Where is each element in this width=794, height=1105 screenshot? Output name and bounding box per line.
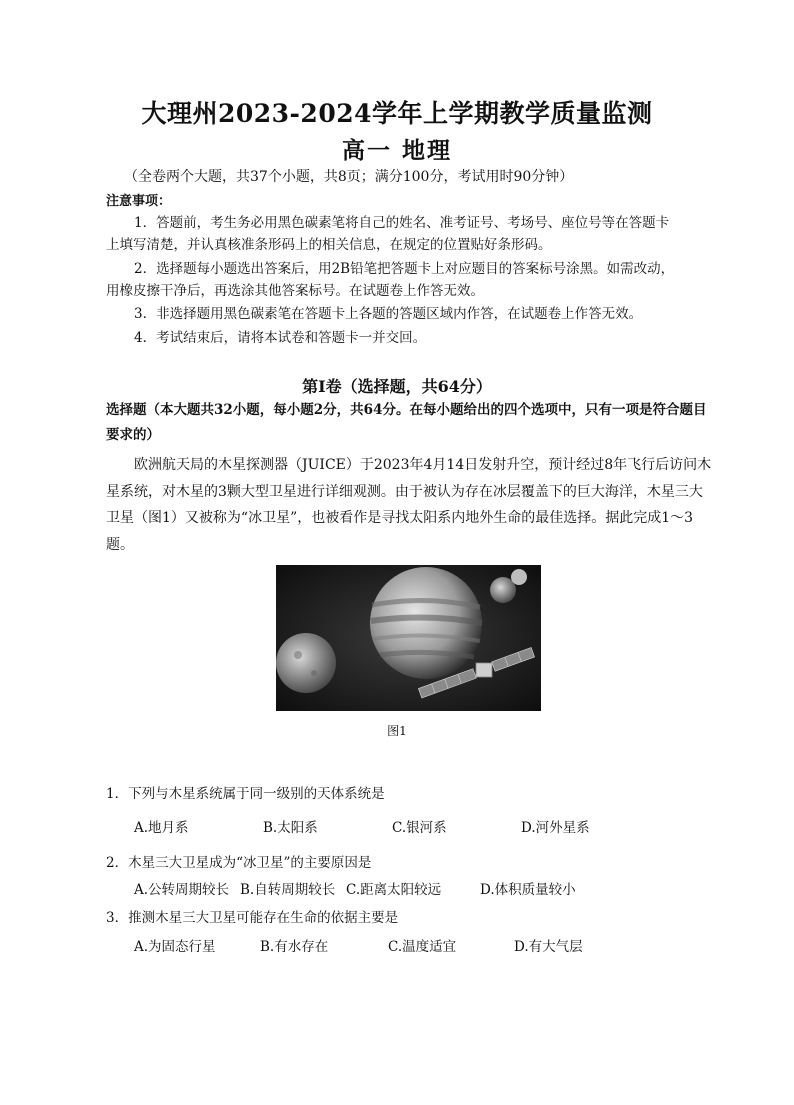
jupiter-planet — [370, 567, 482, 679]
question-2-option-a: A.公转周期较长 — [134, 882, 230, 898]
section-heading: 第Ⅰ卷（选择题，共64分） — [302, 377, 492, 396]
question-3-option-a: A.为固态行星 — [134, 939, 216, 955]
passage-text: 欧洲航天局的木星探测器（JUICE）于2023年4月14日发射升空，预计经过8年飞行后访问木星系统，对木星的3颗大型卫星进行详细观测。由于被认为存在冰层覆盖下的巨大海洋，木星三大卫星（图1）又被称为“冰卫星”，也被看作是寻找太阳系内地外生命的最佳选择。据此完成1～3题。 — [106, 457, 712, 553]
question-3-stem: 3．推测木星三大卫星可能存在生命的依据主要是 — [106, 910, 399, 926]
question-3-option-d: D.有大气层 — [514, 939, 583, 955]
figure-caption: 图1 — [387, 724, 407, 738]
notice-item-2-line-2: 用橡皮擦干净后，再选涂其他答案标号。在试题卷上作答无效。 — [106, 283, 484, 299]
question-2-option-b: B.自转周期较长 — [240, 882, 336, 898]
question-2-option-c: C.距离太阳较远 — [346, 882, 442, 898]
question-3-option-b: B.有水存在 — [260, 939, 329, 955]
exam-subject: 高一 地理 — [341, 137, 452, 164]
question-1-option-a: A.地月系 — [134, 820, 189, 836]
notice-heading: 注意事项： — [106, 194, 172, 209]
moon-tiny-right — [511, 569, 527, 585]
jupiter-system-illustration — [276, 565, 541, 711]
moon-large-left — [276, 633, 336, 693]
question-1-stem: 1．下列与木星系统属于同一级别的天体系统是 — [106, 786, 385, 802]
question-1-option-c: C.银河系 — [392, 820, 447, 836]
figure-jupiter-image — [276, 565, 541, 711]
question-2-option-d: D.体积质量较小 — [480, 882, 576, 898]
section-instructions: 选择题（本大题共32小题，每小题2分，共64分。在每小题给出的四个选项中，只有一项是符合题目要求的） — [106, 402, 707, 443]
exam-info: （全卷两个大题，共37个小题，共8页；满分100分，考试用时90分钟） — [124, 169, 574, 185]
notice-item-1-line-2: 上填写清楚，并认真核准条形码上的相关信息，在规定的位置贴好条形码。 — [106, 237, 552, 253]
notice-item-1-line-1: 1．答题前，考生务必用黑色碳素笔将自己的姓名、准考证号、考场号、座位号等在答题卡 — [134, 215, 670, 231]
notice-item-3: 3．非选择题用黑色碳素笔在答题卡上各题的答题区域内作答，在试题卷上作答无效。 — [134, 306, 643, 322]
question-1-option-d: D.河外星系 — [521, 820, 590, 836]
notice-item-4: 4．考试结束后，请将本试卷和答题卡一并交回。 — [134, 330, 427, 346]
notice-item-2-line-1: 2．选择题每小题选出答案后，用2B铅笔把答题卡上对应题目的答案标号涂黑。如需改动， — [134, 261, 675, 277]
question-2-stem: 2．木星三大卫星成为“冰卫星”的主要原因是 — [106, 855, 372, 871]
question-1-option-b: B.太阳系 — [263, 820, 318, 836]
question-3-option-c: C.温度适宜 — [388, 939, 457, 955]
reading-passage — [106, 452, 716, 558]
exam-title: 大理州2023-2024学年上学期教学质量监测 — [141, 99, 653, 128]
